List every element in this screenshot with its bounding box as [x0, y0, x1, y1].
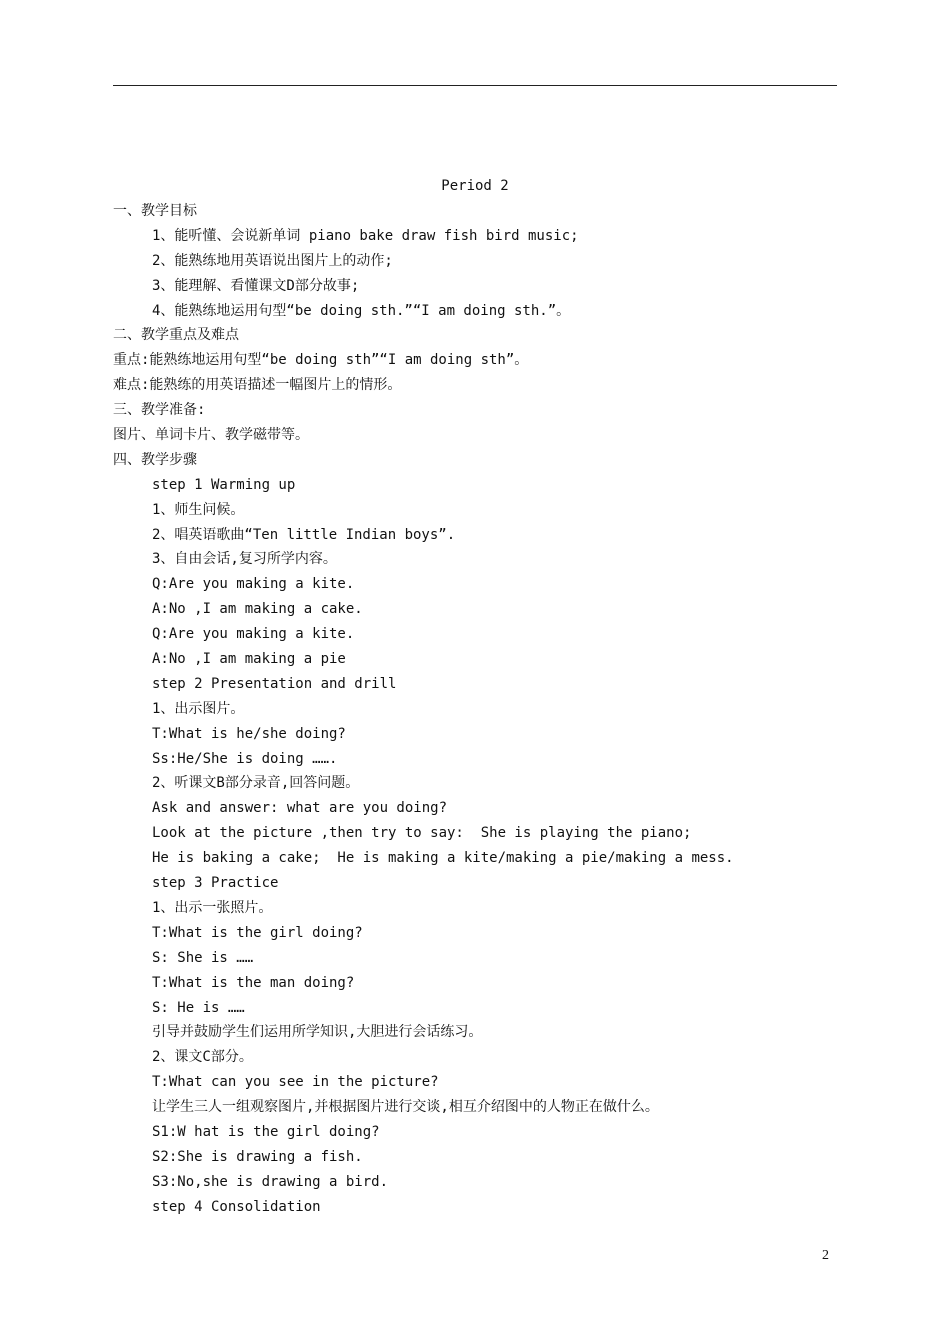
text-line: 3、自由会话,复习所学内容。: [152, 551, 337, 568]
text-line: He is baking a cake; He is making a kite/making a pie/making a mess.: [152, 850, 734, 867]
document-body: [113, 201, 837, 1222]
text-line: 1、师生问候。: [152, 501, 245, 518]
text-line: 四、教学步骤: [113, 451, 197, 468]
text-line: A:No ,I am making a pie: [152, 651, 346, 668]
text-line: 重点:能熟练地运用句型“be doing sth”“I am doing sth”。: [113, 352, 529, 369]
text-line: Q:Are you making a kite.: [152, 626, 355, 643]
text-line: 2、唱英语歌曲“Ten little Indian boys”.: [152, 526, 456, 543]
text-line: Ask and answer: what are you doing?: [152, 800, 448, 817]
text-line: step 2 Presentation and drill: [152, 675, 397, 692]
text-line: A:No ,I am making a cake.: [152, 601, 363, 618]
text-line: 2、听课文B部分录音,回答问题。: [152, 775, 360, 792]
page-title: Period 2: [441, 178, 509, 194]
text-line: S: She is ……: [152, 949, 254, 966]
text-line: 1、出示一张照片。: [152, 899, 273, 916]
text-line: T:What is the man doing?: [152, 974, 355, 991]
text-line: T:What is he/she doing?: [152, 725, 346, 742]
page-number: 2: [822, 1248, 829, 1263]
text-line: T:What is the girl doing?: [152, 924, 363, 941]
header-rule: [113, 85, 837, 86]
text-line: 1、出示图片。: [152, 700, 245, 717]
text-line: S: He is ……: [152, 999, 245, 1016]
text-line: 4、能熟练地运用句型“be doing sth.”“I am doing sth.”。: [152, 302, 571, 319]
text-line: 引导并鼓励学生们运用所学知识,大胆进行会话练习。: [152, 1024, 483, 1041]
text-line: 难点:能熟练的用英语描述一幅图片上的情形。: [113, 377, 402, 394]
text-line: step 3 Practice: [152, 875, 279, 892]
text-line: Q:Are you making a kite.: [152, 576, 355, 593]
text-line: Ss:He/She is doing …….: [152, 750, 338, 767]
text-line: 让学生三人一组观察图片,并根据图片进行交谈,相互介绍图中的人物正在做什么。: [152, 1099, 659, 1116]
text-line: 1、能听懂、会说新单词 piano bake draw fish bird music;: [152, 227, 579, 244]
text-line: S1:W hat is the girl doing?: [152, 1123, 380, 1140]
text-line: 二、教学重点及难点: [113, 327, 239, 344]
text-line: 三、教学准备:: [113, 402, 206, 419]
text-line: 3、能理解、看懂课文D部分故事;: [152, 277, 360, 294]
text-line: step 1 Warming up: [152, 476, 296, 493]
text-line: 一、教学目标: [113, 203, 197, 219]
text-line: Look at the picture ,then try to say: She is playing the piano;: [152, 825, 692, 842]
text-line: S2:She is drawing a fish.: [152, 1148, 363, 1165]
text-line: 2、能熟练地用英语说出图片上的动作;: [152, 252, 393, 269]
text-line: step 4 Consolidation: [152, 1198, 321, 1215]
text-line: S3:No,she is drawing a bird.: [152, 1173, 389, 1190]
text-line: T:What can you see in the picture?: [152, 1074, 439, 1091]
text-line: 2、课文C部分。: [152, 1049, 253, 1066]
text-line: 图片、单词卡片、教学磁带等。: [113, 427, 309, 444]
